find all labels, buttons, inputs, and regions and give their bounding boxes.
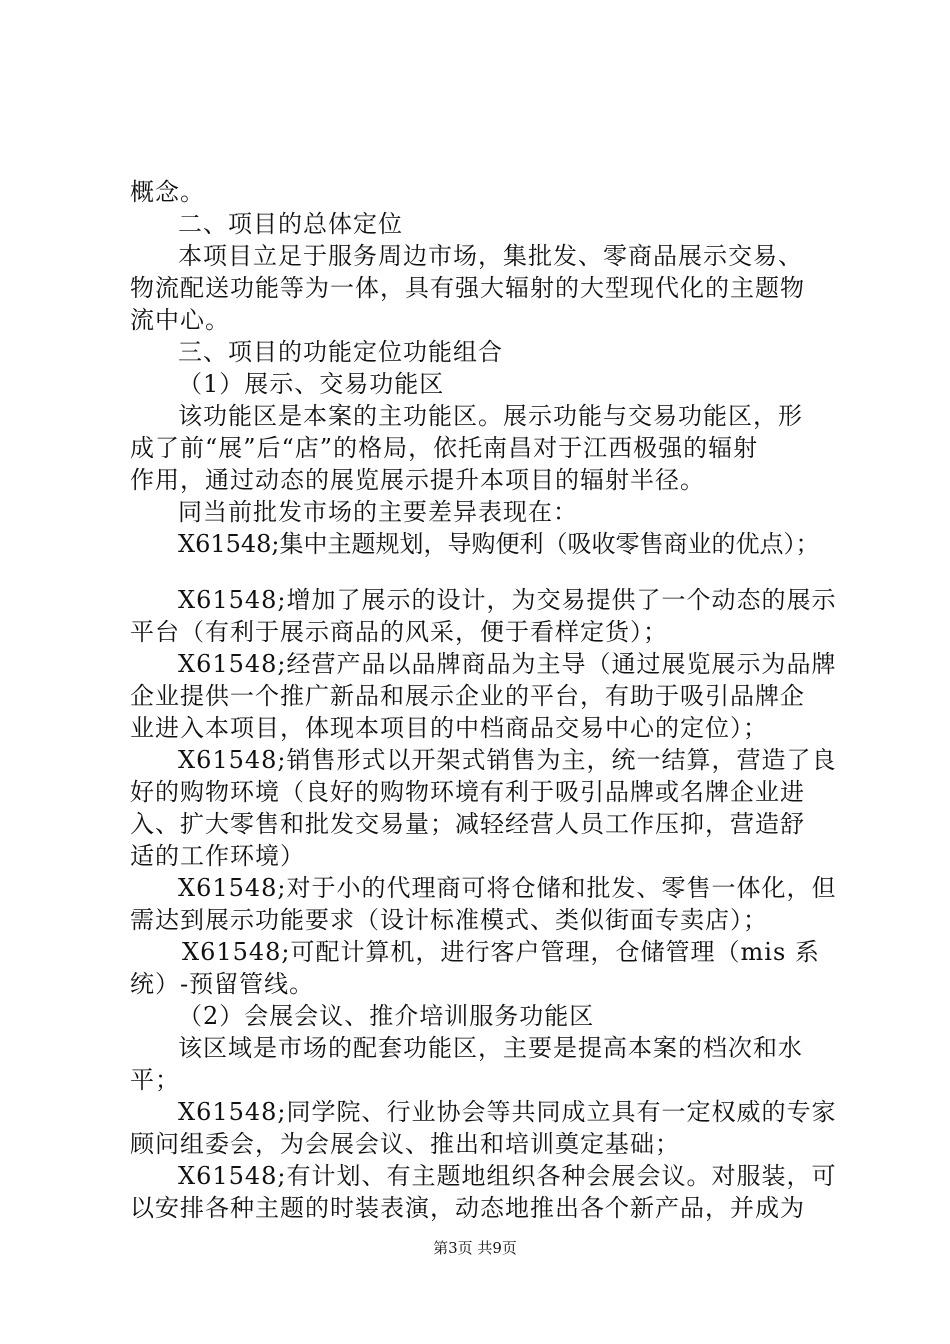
text-line: 需达到展示功能要求（设计标准模式、类似街面专卖店）； — [130, 906, 768, 934]
list-item: X61548;对于小的代理商可将仓储和批发、零售一体化，但 — [178, 874, 837, 902]
list-item: X61548;集中主题规划，导购便利（吸收零售商业的优点）； — [178, 530, 820, 558]
text-line: 物流配送功能等为一体，具有强大辐射的大型现代化的主题物 — [130, 274, 805, 302]
text-line: 平； — [130, 1066, 180, 1094]
text-line: 成了前“展”后“店”的格局，依托南昌对于江西极强的辐射 — [130, 434, 759, 462]
list-item: X61548;销售形式以开架式销售为主，统一结算，营造了良 — [178, 746, 837, 774]
text-line: 业进入本项目，体现本项目的中档商品交易中心的定位）； — [130, 714, 768, 742]
text-line: 顾问组委会，为会展会议、推出和培训奠定基础； — [130, 1130, 680, 1158]
text-line: 入、扩大零售和批发交易量；减轻经营人员工作压抑，营造舒 — [130, 810, 805, 838]
text-line: 好的购物环境（良好的购物环境有利于吸引品牌或名牌企业进 — [130, 778, 805, 806]
subsection-heading: （1）展示、交易功能区 — [178, 370, 445, 398]
text-line: 该功能区是本案的主功能区。展示功能与交易功能区，形 — [178, 402, 803, 430]
page-footer: 第3页 共9页 — [433, 1239, 517, 1257]
list-item: X61548;可配计算机，进行客户管理，仓储管理（mis 系 — [182, 938, 820, 966]
list-item: X61548;增加了展示的设计，为交易提供了一个动态的展示 — [178, 586, 837, 614]
text-line: 以安排各种主题的时装表演，动态地推出各个新产品，并成为 — [130, 1194, 805, 1222]
text-line: 适的工作环境） — [130, 842, 305, 870]
text-line: 同当前批发市场的主要差异表现在： — [178, 498, 578, 526]
subsection-heading: （2）会展会议、推介培训服务功能区 — [178, 1002, 595, 1030]
text-line: 本项目立足于服务周边市场，集批发、零商品展示交易、 — [178, 242, 803, 270]
text-line: 该区域是市场的配套功能区，主要是提高本案的档次和水 — [178, 1034, 803, 1062]
text-line: 平台（有利于展示商品的风采，便于看样定货）； — [130, 618, 668, 646]
list-item: X61548;有计划、有主题地组织各种会展会议。对服装，可 — [178, 1162, 837, 1190]
text-line: 概念。 — [130, 178, 205, 206]
list-item: X61548;同学院、行业协会等共同成立具有一定权威的专家 — [178, 1098, 837, 1126]
text-line: 统）-预留管线。 — [130, 970, 315, 998]
section-heading: 三、项目的功能定位功能组合 — [178, 338, 503, 366]
list-item: X61548;经营产品以品牌商品为主导（通过展览展示为品牌 — [178, 650, 837, 678]
text-line: 流中心。 — [130, 306, 230, 334]
text-line: 企业提供一个推广新品和展示企业的平台，有助于吸引品牌企 — [130, 682, 805, 710]
text-line: 作用，通过动态的展览展示提升本项目的辐射半径。 — [130, 466, 705, 494]
section-heading: 二、项目的总体定位 — [178, 210, 403, 238]
